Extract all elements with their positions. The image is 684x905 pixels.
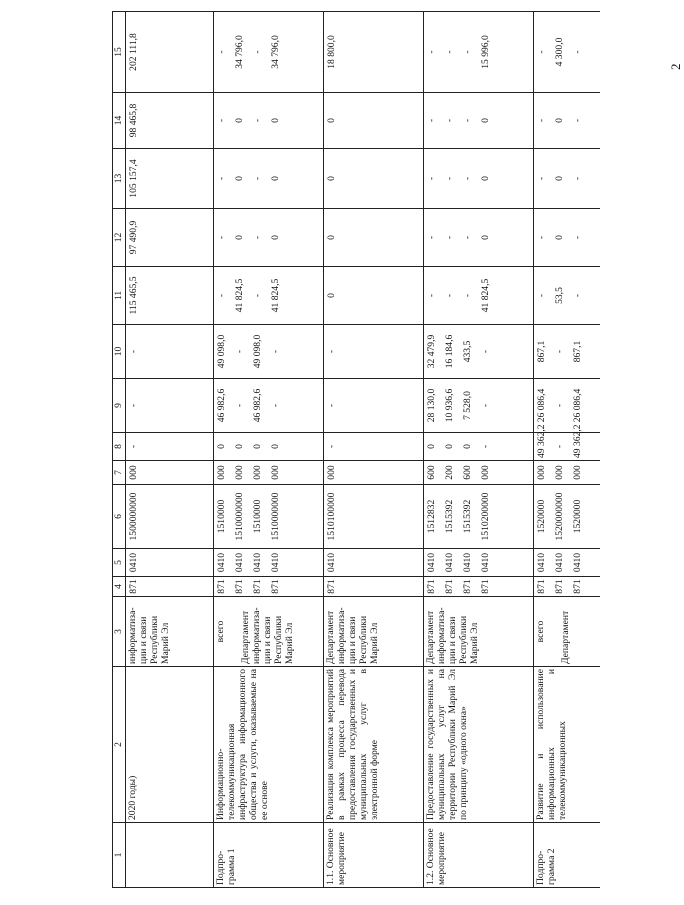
value-line: 0 xyxy=(270,118,281,123)
value-line: 1510000000 xyxy=(234,492,245,541)
value-line: 0 xyxy=(554,235,565,240)
value-line: - xyxy=(326,349,337,354)
value-cell xyxy=(424,549,534,577)
value-line: 0410 xyxy=(462,552,473,573)
col-header: 8 xyxy=(113,433,126,461)
value-line: 49 098,0 xyxy=(252,334,263,369)
row-name-cell xyxy=(126,667,214,823)
col-header: 1 xyxy=(113,823,126,888)
value-line: 1510100000 xyxy=(326,492,337,541)
value-line: 000 xyxy=(216,465,227,480)
value-line: 000 xyxy=(270,465,281,480)
value-line: 0410 xyxy=(480,552,491,573)
col-header: 4 xyxy=(113,577,126,597)
value-line: 871 xyxy=(536,579,547,594)
executor-cell-text: всего xyxy=(215,620,226,643)
value-line: 26 086,4 xyxy=(572,388,583,423)
row-name-cell-text: Развитие и использование информационных и телекоммуникационных xyxy=(535,669,568,820)
value-line: - xyxy=(326,444,337,449)
value-cell xyxy=(214,549,324,577)
page-number: 2 xyxy=(668,63,683,70)
row-label-cell-text: Подпро-грамма 1 xyxy=(215,848,237,885)
value-line: 0410 xyxy=(252,552,263,573)
value-cell xyxy=(214,577,324,597)
row-name-cell xyxy=(214,667,324,823)
value-line: 871 xyxy=(426,579,437,594)
value-line: 867,1 xyxy=(536,340,547,363)
value-line: - xyxy=(444,176,455,181)
table-row xyxy=(324,12,424,888)
value-line: - xyxy=(128,444,139,449)
value-line: - xyxy=(444,235,455,240)
row-label-cell xyxy=(126,823,214,888)
value-line: 49 098,0 xyxy=(216,334,227,369)
value-line: - xyxy=(234,403,245,408)
value-line: 18 800,0 xyxy=(326,35,337,69)
value-line: 1510000 xyxy=(216,499,227,534)
value-line: - xyxy=(426,176,437,181)
col-header: 14 xyxy=(113,93,126,149)
executor-cell-text: всего xyxy=(535,620,546,643)
value-cell xyxy=(324,12,424,93)
value-line: 871 xyxy=(480,579,491,594)
row-name-cell-text: Реализация комплекса мероприятий в рамках процесса перевода предоставления государственных и муниципальных услуг в электронной форме xyxy=(325,669,380,820)
value-cell xyxy=(534,325,600,379)
value-cell xyxy=(126,433,214,461)
value-line: 433,5 xyxy=(462,340,473,363)
value-line: - xyxy=(216,50,227,54)
executor-cell-text: информатиза-ции и связи Республики Марий Эл xyxy=(127,607,171,664)
value-cell xyxy=(424,485,534,549)
value-line: 0410 xyxy=(216,552,227,573)
value-line: 0 xyxy=(326,235,337,240)
executor-cell xyxy=(424,597,534,667)
value-cell xyxy=(534,209,600,267)
value-line: 000 xyxy=(572,465,583,480)
value-line: 28 130,0 xyxy=(426,388,437,423)
value-line: - xyxy=(426,235,437,240)
value-cell xyxy=(324,325,424,379)
value-line: 0410 xyxy=(536,552,547,573)
value-line: 49 362,2 xyxy=(572,424,583,458)
value-line: - xyxy=(572,235,583,240)
executor-cell-text: Департамент информатиза-ции и связи Республики Марий Эл xyxy=(425,607,480,664)
value-line: - xyxy=(536,176,547,181)
value-line: - xyxy=(270,403,281,408)
value-line: - xyxy=(326,403,337,408)
value-cell xyxy=(534,461,600,485)
value-line: 1510000000 xyxy=(270,492,281,541)
value-line: 53,5 xyxy=(554,287,565,304)
value-line: 16 184,6 xyxy=(444,334,455,369)
value-line: 1500000000 xyxy=(128,492,139,541)
value-line: - xyxy=(572,50,583,54)
budget-table xyxy=(112,11,600,888)
value-line: - xyxy=(554,444,565,449)
value-line: - xyxy=(536,118,547,123)
value-line: 1510200000 xyxy=(480,492,491,541)
value-line: 41 824,5 xyxy=(480,278,491,313)
value-cell xyxy=(126,12,214,93)
value-line: 105 157,4 xyxy=(128,159,139,198)
value-line: 0 xyxy=(234,235,245,240)
value-line: 15 996,0 xyxy=(480,35,491,69)
value-line: 0410 xyxy=(270,552,281,573)
value-line: 0 xyxy=(252,444,263,449)
value-line: 600 xyxy=(462,465,473,480)
value-line: 0 xyxy=(234,176,245,181)
value-cell xyxy=(324,379,424,433)
value-line: 41 824,5 xyxy=(234,278,245,313)
value-cell xyxy=(324,549,424,577)
value-line: - xyxy=(462,235,473,240)
value-cell xyxy=(126,461,214,485)
col-header: 11 xyxy=(113,267,126,325)
value-line: - xyxy=(462,176,473,181)
value-cell xyxy=(214,461,324,485)
value-cell xyxy=(126,209,214,267)
value-line: 34 796,0 xyxy=(270,35,281,69)
value-line: 0410 xyxy=(554,552,565,573)
value-line: 0410 xyxy=(572,552,583,573)
value-cell xyxy=(534,485,600,549)
value-line: - xyxy=(270,349,281,354)
value-line: - xyxy=(444,293,455,298)
value-line: 871 xyxy=(270,579,281,594)
value-line: 871 xyxy=(554,579,565,594)
value-line: - xyxy=(216,118,227,123)
value-line: - xyxy=(554,349,565,354)
value-line: - xyxy=(572,118,583,123)
value-line: 46 982,6 xyxy=(252,388,263,423)
value-line: 46 982,6 xyxy=(216,388,227,423)
value-line: - xyxy=(536,235,547,240)
value-cell xyxy=(534,12,600,93)
table-row xyxy=(126,12,214,888)
value-cell xyxy=(126,325,214,379)
value-line: 1520000 xyxy=(572,499,583,534)
row-name-cell xyxy=(324,667,424,823)
col-header: 5 xyxy=(113,549,126,577)
value-cell xyxy=(214,93,324,149)
rotated-table-area xyxy=(112,12,583,888)
value-line: - xyxy=(252,176,263,181)
value-line: 0 xyxy=(480,235,491,240)
value-line: - xyxy=(426,293,437,298)
value-cell xyxy=(126,149,214,209)
value-cell xyxy=(534,577,600,597)
value-cell xyxy=(214,209,324,267)
value-cell xyxy=(126,485,214,549)
value-cell xyxy=(534,267,600,325)
value-line: 97 490,9 xyxy=(128,220,139,255)
value-line: - xyxy=(252,235,263,240)
value-cell xyxy=(534,549,600,577)
value-line: 867,1 xyxy=(572,340,583,363)
value-line: 000 xyxy=(480,465,491,480)
value-line: - xyxy=(554,403,565,408)
value-line: - xyxy=(252,118,263,123)
value-cell xyxy=(424,149,534,209)
table-body xyxy=(113,12,600,888)
value-cell xyxy=(324,149,424,209)
value-cell xyxy=(126,379,214,433)
value-cell xyxy=(214,325,324,379)
executor-cell xyxy=(324,597,424,667)
value-line: 1512832 xyxy=(426,499,437,534)
value-cell xyxy=(534,424,600,461)
value-line: - xyxy=(480,403,491,408)
row-label-cell xyxy=(424,823,534,888)
value-line: 0410 xyxy=(234,552,245,573)
value-cell xyxy=(424,433,534,461)
value-cell xyxy=(214,433,324,461)
value-line: 115 465,5 xyxy=(128,276,139,315)
col-header: 6 xyxy=(113,485,126,549)
value-line: 0 xyxy=(554,176,565,181)
value-line: 41 824,5 xyxy=(270,278,281,313)
row-label-cell xyxy=(214,823,324,888)
value-line: 10 936,6 xyxy=(444,388,455,423)
value-cell xyxy=(214,149,324,209)
value-line: - xyxy=(216,176,227,181)
value-cell xyxy=(534,149,600,209)
value-line: 34 796,0 xyxy=(234,35,245,69)
value-line: 0 xyxy=(234,118,245,123)
value-line: 000 xyxy=(326,465,337,480)
executor-cell-text: Департамент информатиза-ции и связи Республики Марий Эл xyxy=(240,607,295,664)
value-line: 0 xyxy=(326,176,337,181)
row-label-cell xyxy=(324,823,424,888)
row-name-cell-text: Информационно-телекоммуникационная инфраструктура информационного общества и услуги, оказываемые на ее основе xyxy=(215,669,270,820)
value-line: 32 479,9 xyxy=(426,334,437,369)
row-name-cell xyxy=(424,667,534,823)
value-line: 0 xyxy=(234,444,245,449)
table-row xyxy=(424,12,534,888)
col-header: 12 xyxy=(113,209,126,267)
value-line: 0 xyxy=(326,293,337,298)
value-line: - xyxy=(462,50,473,54)
value-line: - xyxy=(462,118,473,123)
col-header: 3 xyxy=(113,597,126,667)
value-line: - xyxy=(444,50,455,54)
value-line: - xyxy=(462,293,473,298)
executor-cell xyxy=(126,597,214,667)
value-cell xyxy=(324,433,424,461)
executor-cell xyxy=(534,597,600,667)
value-line: 0 xyxy=(270,235,281,240)
value-line: 871 xyxy=(216,579,227,594)
value-line: - xyxy=(572,176,583,181)
value-cell xyxy=(424,577,534,597)
value-line: - xyxy=(572,293,583,298)
value-line: - xyxy=(536,293,547,298)
value-line: 600 xyxy=(426,465,437,480)
value-line: 0 xyxy=(426,444,437,449)
value-line: 871 xyxy=(252,579,263,594)
executor-cell-text: Департамент xyxy=(560,610,571,664)
value-line: 98 465,8 xyxy=(128,103,139,138)
row-name-cell xyxy=(534,667,600,823)
col-header: 7 xyxy=(113,461,126,485)
col-header: 13 xyxy=(113,149,126,209)
value-cell xyxy=(126,267,214,325)
value-line: 000 xyxy=(128,465,139,480)
value-line: 0 xyxy=(270,176,281,181)
table-row xyxy=(214,12,324,888)
value-line: 0 xyxy=(480,118,491,123)
value-cell xyxy=(214,267,324,325)
executor-cell xyxy=(214,597,324,667)
value-line: - xyxy=(426,118,437,123)
col-header: 15 xyxy=(113,12,126,93)
col-header: 9 xyxy=(113,379,126,433)
value-cell xyxy=(424,267,534,325)
value-line: 0 xyxy=(270,444,281,449)
value-line: 871 xyxy=(444,579,455,594)
value-cell xyxy=(424,379,534,433)
value-line: 0410 xyxy=(326,552,337,573)
value-line: 200 xyxy=(444,465,455,480)
row-label-cell-text: 1.2. Основное мероприятие xyxy=(425,828,447,885)
value-cell xyxy=(324,209,424,267)
value-line: - xyxy=(128,403,139,408)
value-line: 0410 xyxy=(426,552,437,573)
value-line: 1520000 xyxy=(536,499,547,534)
value-line: - xyxy=(480,444,491,449)
value-line: 1520000000 xyxy=(554,492,565,541)
value-line: - xyxy=(444,118,455,123)
value-line: 000 xyxy=(536,465,547,480)
value-line: 49 362,2 xyxy=(536,424,547,458)
table-row xyxy=(534,12,600,888)
value-line: 871 xyxy=(462,579,473,594)
row-label-cell-text: 1.1. Основное мероприятие xyxy=(325,828,347,885)
row-label-cell xyxy=(534,823,600,888)
value-cell xyxy=(324,485,424,549)
value-cell xyxy=(424,93,534,149)
value-line: 202 111,8 xyxy=(128,33,139,71)
row-name-cell-text: 2020 годы) xyxy=(127,775,138,820)
value-cell xyxy=(424,461,534,485)
value-line: - xyxy=(234,349,245,354)
value-line: - xyxy=(480,349,491,354)
value-line: 4 300,0 xyxy=(554,37,565,67)
row-label-cell-text: Подпро-грамма 2 xyxy=(535,848,557,885)
value-cell xyxy=(324,461,424,485)
value-line: 0 xyxy=(554,118,565,123)
value-line: 871 xyxy=(572,579,583,594)
value-cell xyxy=(424,209,534,267)
row-name-cell-text: Предоставление государственных и муниципальных услуг на территории Республики Марий Эл по принципу «одного окна» xyxy=(425,669,469,820)
value-cell xyxy=(214,379,324,433)
value-line: 871 xyxy=(326,579,337,594)
value-line: - xyxy=(252,50,263,54)
value-line: - xyxy=(426,50,437,54)
value-line: 0 xyxy=(480,176,491,181)
value-line: 871 xyxy=(234,579,245,594)
value-cell xyxy=(324,267,424,325)
value-cell xyxy=(324,93,424,149)
value-line: 26 086,4 xyxy=(536,388,547,423)
value-line: 0 xyxy=(444,444,455,449)
value-line: - xyxy=(252,293,263,298)
value-line: - xyxy=(128,349,139,354)
value-line: 871 xyxy=(128,579,139,594)
value-line: 7 528,0 xyxy=(462,391,473,420)
value-line: 000 xyxy=(554,465,565,480)
value-cell xyxy=(324,577,424,597)
value-cell xyxy=(126,549,214,577)
value-line: - xyxy=(536,50,547,54)
value-line: 0410 xyxy=(444,552,455,573)
value-line: - xyxy=(216,235,227,240)
value-line: 000 xyxy=(234,465,245,480)
value-cell xyxy=(424,12,534,93)
value-cell xyxy=(424,325,534,379)
value-line: 1515392 xyxy=(444,499,455,534)
header-row xyxy=(113,12,126,888)
value-cell xyxy=(126,577,214,597)
value-line: - xyxy=(216,293,227,298)
col-header: 10 xyxy=(113,325,126,379)
value-cell xyxy=(534,93,600,149)
value-line: 0 xyxy=(326,118,337,123)
value-line: 0 xyxy=(216,444,227,449)
value-cell xyxy=(214,485,324,549)
value-cell xyxy=(214,12,324,93)
value-line: 1510000 xyxy=(252,499,263,534)
executor-cell-text: Департамент информатиза-ции и связи Республики Марий Эл xyxy=(325,607,380,664)
value-line: 1515392 xyxy=(462,499,473,534)
value-line: 0 xyxy=(462,444,473,449)
value-line: 0410 xyxy=(128,552,139,573)
col-header: 2 xyxy=(113,667,126,823)
value-line: 000 xyxy=(252,465,263,480)
value-cell xyxy=(126,93,214,149)
